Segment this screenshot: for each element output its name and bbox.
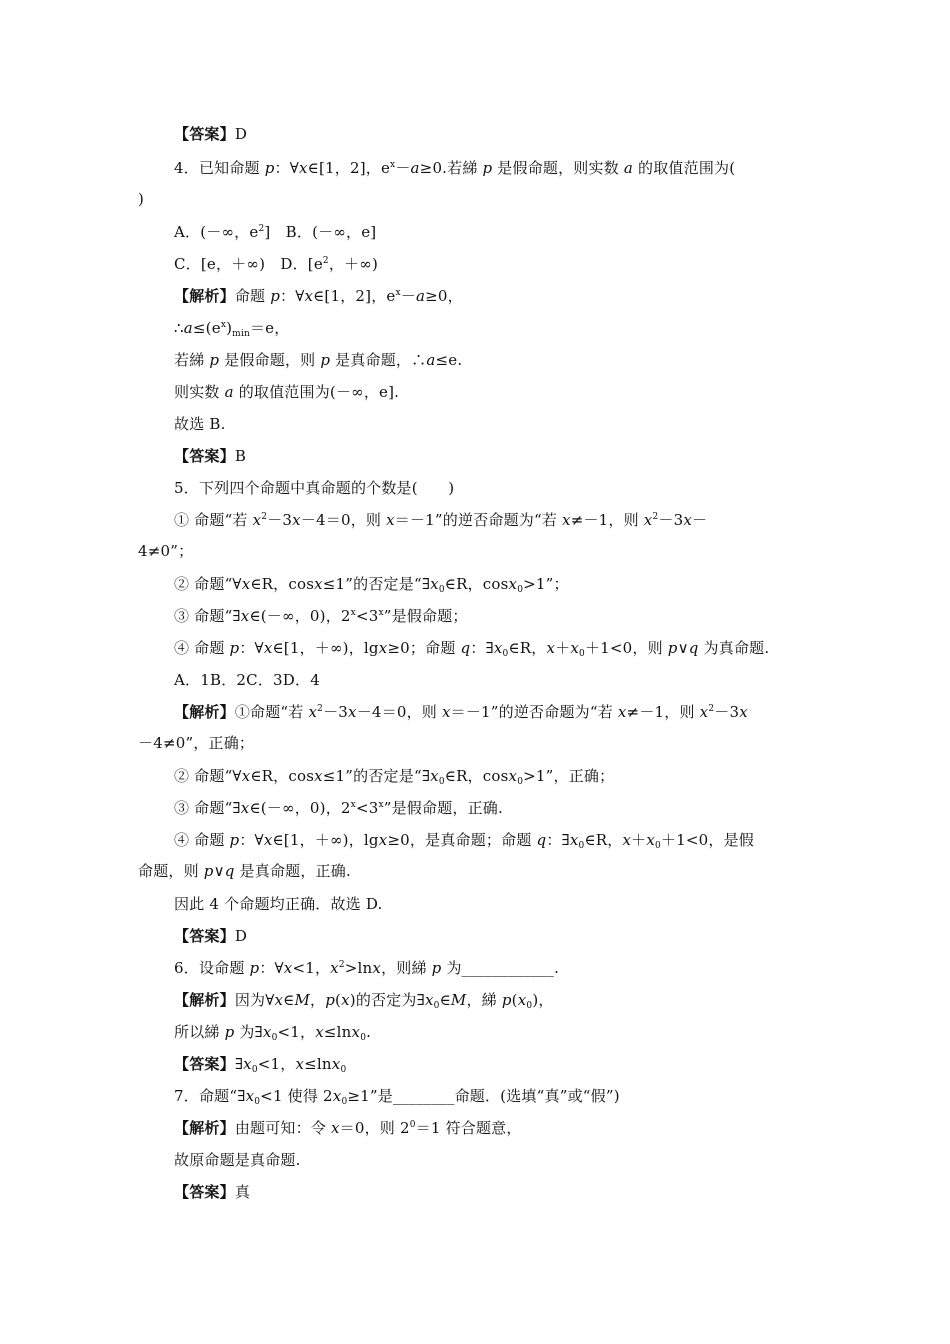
question-4-options-ab: A．(－∞，$e^2$] B．(－∞，e]: [174, 223, 377, 241]
question-4-analysis-1: 【解析】命题 p：∀x∈[1，2]，$e^x-a\ge 0$，: [174, 287, 463, 305]
question-4-analysis-2: $\therefore a\le(e^x)_{min}=e$，: [174, 319, 290, 339]
question-5-statement-1-wrap: 4≠0”；: [138, 542, 194, 560]
question-6-answer: 【答案】$\exists x_0<1$，x≤lnx$_0$: [174, 1055, 347, 1075]
question-6-stem: 6．设命题 p：∀x<1，$x^2>\ln x$，则綈 p 为____________.: [174, 959, 560, 977]
question-5-answer: 【答案】D: [174, 927, 248, 945]
question-7-answer: 【答案】真: [174, 1183, 251, 1201]
question-5-analysis-2: ② 命题“∀x∈R，cosx≤1”的否定是“$\exists x_0\in R$，cosx$_0$>1”，正确；: [174, 767, 615, 787]
question-6-analysis-2: 所以綈 p 为$\exists x_0<1$，x≤lnx$_0$.: [174, 1023, 372, 1043]
question-5-analysis-1-wrap: －4≠0”，正确；: [138, 734, 255, 752]
question-5-statement-4: ④ 命题 p：∀x∈[1，＋∞)，lgx≥0；命题 q：$\exists x_0\in R$，$x+x_0+1<0$，则 p∨q 为真命题.: [174, 639, 770, 659]
question-6-blank: ____________: [461, 959, 555, 977]
question-5-analysis-3: ③ 命题“∃x∈(－∞，0)，$2^x<3^x$”是假命题，正确.: [174, 799, 503, 817]
question-5-analysis-4: ④ 命题 p：∀x∈[1，＋∞)，lgx≥0，是真命题；命题 q：$\exists x_0\in R$，$x+x_0+1<0$，是假: [174, 831, 755, 851]
question-4-analysis-3: 若綈 p 是假命题，则 p 是真命题，∴a≤e.: [174, 351, 463, 369]
question-5-stem: 5．下列四个命题中真命题的个数是( ): [174, 479, 455, 497]
question-6-analysis-1: 【解析】因为∀x∈M，p(x)的否定为$\exists x_0\in M$，綈 $p(x_0)$，: [174, 991, 554, 1011]
question-5-analysis-4-wrap: 命题，则 p∨q 是真命题，正确.: [138, 862, 351, 880]
question-5-analysis-1: 【解析】①命题“若 $x^2-3x-4=0$，则 x＝－1”的逆否命题为“若 x≠－1，则 $x^2-3x$: [174, 703, 748, 721]
question-7-stem: 7．命题“$\exists x_0<1$ 使得 $2x_0\ge 1$”是________命题．(选填“真”或“假”): [174, 1087, 620, 1107]
question-4-stem: 4．已知命题 p：∀x∈[1，2]，$e^x-a\ge 0$.若綈 p 是假命题，则实数 a 的取值范围为(: [174, 159, 736, 177]
question-4-analysis-4: 则实数 a 的取值范围为(－∞，e].: [174, 383, 400, 401]
question-7-blank: ________: [392, 1087, 455, 1105]
question-5-statement-3: ③ 命题“∃x∈(－∞，0)，$2^x<3^x$”是假命题；: [174, 607, 468, 625]
question-5-options: A．1B．2C．3D．4: [174, 671, 320, 689]
question-4-stem-wrap: ): [138, 190, 145, 208]
question-5-statement-2: ② 命题“∀x∈R，cosx≤1”的否定是“$\exists x_0\in R$，cosx$_0$>1”；: [174, 575, 569, 595]
question-5-statement-1: ① 命题“若 $x^2-3x-4=0$，则 x＝－1”的逆否命题为“若 x≠－1，则 $x^2-3x-$: [174, 511, 708, 529]
question-4-analysis-5: 故选 B.: [174, 415, 226, 433]
question-5-conclusion: 因此 4 个命题均正确．故选 D.: [174, 895, 383, 913]
question-7-analysis-1: 【解析】由题可知：令 x＝0，则 $2^0=1$ 符合题意，: [174, 1119, 522, 1137]
question-4-answer: 【答案】B: [174, 447, 247, 465]
answer-line: 【答案】D: [174, 125, 248, 143]
question-7-analysis-2: 故原命题是真命题.: [174, 1151, 301, 1169]
question-4-options-cd: C．[e，＋∞) D．[$e^2$，＋∞): [174, 255, 379, 273]
